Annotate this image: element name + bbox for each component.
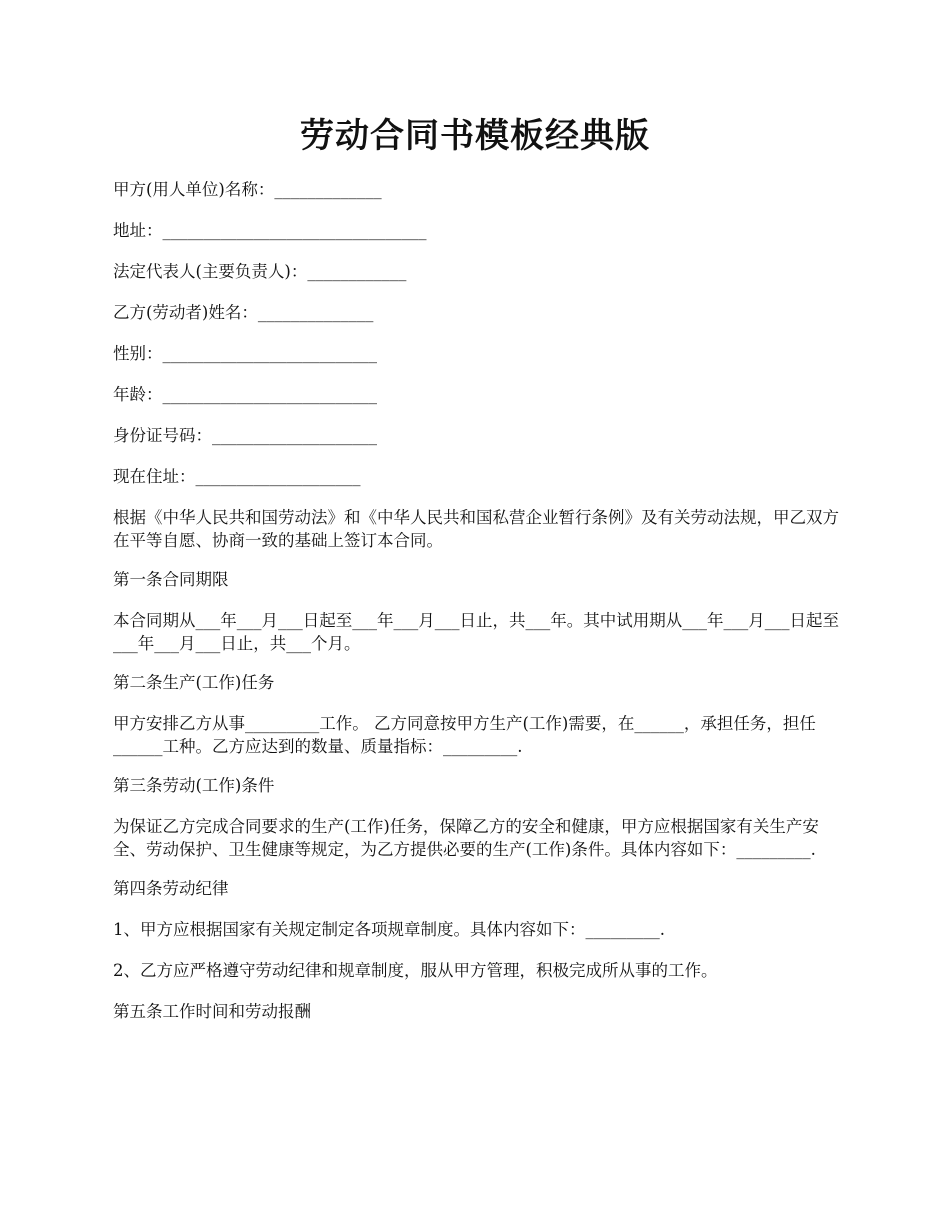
article-4-heading: 第四条劳动纪律 bbox=[113, 879, 229, 898]
address-field: 地址：________________________________ bbox=[113, 221, 427, 240]
party-a-name-field: 甲方(用人单位)名称：_____________ bbox=[113, 180, 382, 199]
article-2-content: 甲方安排乙方从事_________工作。 乙方同意按甲方生产(工作)需要，在______，承担任务，担任______工种。乙方应达到的数量、质量指标：_________. bbox=[113, 714, 816, 756]
party-b-name-field: 乙方(劳动者)姓名：______________ bbox=[113, 303, 374, 322]
article-4-item-1: 1、甲方应根据国家有关规定制定各项规章制度。具体内容如下：_________. bbox=[113, 920, 665, 939]
article-1-content: 本合同期从___年___月___日起至___年___月___日止，共___年。其中试用期从___年___月___日起至___年___月___日止，共___个月。 bbox=[113, 611, 839, 653]
document-body bbox=[113, 178, 848, 1041]
gender-field: 性别：__________________________ bbox=[113, 344, 377, 363]
age-field: 年龄：__________________________ bbox=[113, 385, 377, 404]
document-title: 劳动合同书模板经典版 bbox=[300, 116, 650, 156]
article-2-heading: 第二条生产(工作)任务 bbox=[113, 673, 275, 692]
preamble-paragraph: 根据《中华人民共和国劳动法》和《中华人民共和国私营企业暂行条例》及有关劳动法规，甲乙双方在平等自愿、协商一致的基础上签订本合同。 bbox=[113, 508, 839, 550]
article-1-heading: 第一条合同期限 bbox=[113, 570, 229, 589]
id-number-field: 身份证号码：____________________ bbox=[113, 426, 377, 445]
article-3-heading: 第三条劳动(工作)条件 bbox=[113, 776, 275, 795]
current-address-field: 现在住址：____________________ bbox=[113, 467, 361, 486]
article-4-item-2: 2、乙方应严格遵守劳动纪律和规章制度，服从甲方管理，积极完成所从事的工作。 bbox=[113, 961, 718, 980]
article-5-heading: 第五条工作时间和劳动报酬 bbox=[113, 1002, 311, 1021]
legal-representative-field: 法定代表人(主要负责人)：____________ bbox=[113, 262, 407, 281]
article-3-content: 为保证乙方完成合同要求的生产(工作)任务，保障乙方的安全和健康，甲方应根据国家有关生产安全、劳动保护、卫生健康等规定，为乙方提供必要的生产(工作)条件。具体内容如下：_________. bbox=[113, 817, 819, 859]
